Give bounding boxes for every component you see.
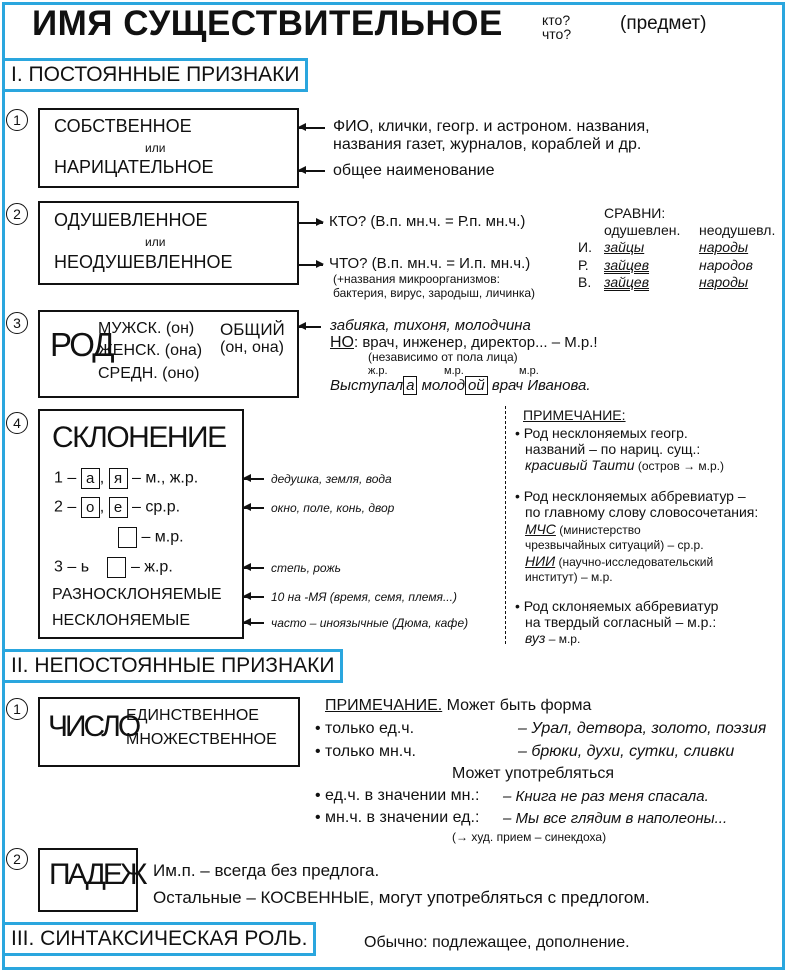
note1-line2: названий – по нариц. сущ.: [525,441,701,457]
only-singular: • только ед.ч. [315,720,415,737]
note1-gloss: (остров → м.р.) [634,459,725,473]
arrow-decl-3 [244,567,264,569]
heteroclitic-examples: 10 на -МЯ (время, семя, племя...) [271,590,457,604]
compare-inanim-nom: народы [699,239,749,255]
general-examples: забияка, тихоня, молодчина [330,317,531,334]
gender-masc: МУЖСК. (он) [98,320,195,337]
declension-1: 1 – а , я – м., ж.р. [54,469,199,487]
singular-as-plural-example: – Книга не раз меня спасала. [503,788,709,805]
agreement-ending1: а [403,376,417,395]
agreement-part3: врач Иванова. [487,377,591,394]
gender-general: ОБЩИЙ [220,320,285,339]
proper-desc-line1: ФИО, клички, геогр. и астроном. названия, [333,118,650,135]
number-note-rest: Может быть форма [442,697,592,714]
compare-title: СРАВНИ: [604,205,666,221]
or-label-2: или [145,235,166,249]
item-number-1: 1 [6,109,28,131]
compare-inanim-gen: народов [699,257,753,273]
note3-line1: • Род склоняемых аббревиатур [515,598,719,614]
decl-1-examples: дедушка, земля, вода [271,472,392,486]
animate-label: ОДУШЕВЛЕННОЕ [54,210,208,230]
number-note-title: ПРИМЕЧАНИЕ. [325,697,443,714]
compare-col-inanimate: неодушевл. [699,222,776,238]
only-singular-examples: – Урал, детвора, золото, поэзия [518,720,767,737]
ending-zero-2 [107,557,126,578]
but-label: НО [330,334,354,351]
common-label: НАРИЦАТЕЛЬНОЕ [54,157,214,177]
gender-fem: ЖЕНСК. (она) [98,342,203,359]
inanimate-label: НЕОДУШЕВЛЕННОЕ [54,252,233,272]
singular-as-plural: • ед.ч. в значении мн.: [315,787,480,804]
case-line2: Остальные – КОСВЕННЫЕ, могут употребляться с предлогом. [153,888,650,907]
declension-2b [118,527,184,548]
declension-3 [54,557,173,578]
note2-expansion2: (научно-исследовательский [555,555,714,569]
arrow-decl-2 [244,507,264,509]
declension-2b-gender: – м.р. [141,528,184,546]
section-heading-variable: II. НЕПОСТОЯННЫЕ ПРИЗНАКИ [2,649,343,683]
indeclinable-examples: часто – иноязычные (Дюма, кафе) [271,616,469,630]
item-number-3: 3 [6,312,28,334]
compare-anim-acc: зайцев [604,274,650,290]
indeclinable-label: НЕСКЛОНЯЕМЫЕ [52,612,190,629]
note-title: ПРИМЕЧАНИЕ: [523,407,626,423]
declension-1-gender: – м., ж.р. [132,469,199,487]
decl-2-examples: окно, поле, конь, двор [271,501,395,515]
declension-1-num: 1 – [54,469,77,487]
common-desc: общее наименование [333,162,495,179]
compare-case-acc: В. [578,274,592,290]
agreement-part1: Выступал [330,377,404,394]
micro-note-line1: (+названия микроорганизмов: [333,272,500,286]
note-divider [505,406,506,644]
declension-2-gender: – ср.р. [132,498,181,516]
gender-mark-m2: м.р. [519,365,539,377]
but-examples-text: : врач, инженер, директор... – М.р.! [354,334,598,351]
case-label: ПАДЕЖ [49,858,145,891]
agreement-part2: молод [417,377,466,394]
compare-case-nom: И. [578,239,592,255]
proper-label: СОБСТВЕННОЕ [54,116,192,136]
note2-line5 [525,553,713,571]
gender-general-pronouns: (он, она) [220,339,284,356]
declension-3-num: 3 – ь [54,558,90,576]
gender-mark-m1: м.р. [444,365,464,377]
gender-neut: СРЕДН. (оно) [98,365,200,382]
compare-col-animate: одушевлен. [604,222,681,238]
or-label: или [145,141,166,155]
ending-zero [118,527,137,548]
decl-3-examples: степь, рожь [271,561,341,575]
note3-gender: – м.р. [545,632,581,646]
page-title: ИМЯ СУЩЕСТВИТЕЛЬНОЕ [32,4,503,43]
synecdoche-note: (→ худ. прием – синекдоха) [452,830,607,844]
declension-2-num: 2 – [54,498,77,516]
note1-adj: красивый [525,457,588,473]
only-plural: • только мн.ч. [315,743,416,760]
item-number-4: 4 [6,412,28,434]
number-plural: МНОЖЕСТВЕННОЕ [126,731,277,748]
declension-2: 2 – о , е – ср.р. [54,498,181,516]
section-heading-syntax: III. СИНТАКСИЧЕСКАЯ РОЛЬ. [2,922,316,956]
what-rule: ЧТО? (В.п. мн.ч. = И.п. мн.ч.) [329,255,531,272]
section-heading-constant: I. ПОСТОЯННЫЕ ПРИЗНАКИ [2,58,308,92]
ending-a: а [81,468,100,489]
note3-abbr: вуз [525,630,546,646]
declension-title: СКЛОНЕНИЕ [52,421,226,454]
ending-e: е [109,497,128,518]
only-plural-examples: – брюки, духи, сутки, сливки [518,743,735,760]
gender-label: РОД [50,326,113,363]
note2-line3 [525,521,641,539]
proper-desc-line2: названия газет, журналов, кораблей и др. [333,136,642,153]
compare-anim-nom: зайцы [604,239,645,255]
syntax-role-text: Обычно: подлежащее, дополнение. [364,934,630,951]
plural-as-singular: • мн.ч. в значении ед.: [315,809,480,826]
note3-line3 [525,630,580,648]
agreement-ending2: ой [465,376,488,395]
title-subject: (предмет) [620,13,707,34]
arrow-decl-1 [244,478,264,480]
compare-inanim-acc: народы [699,274,749,290]
compare-case-gen: Р. [578,257,589,273]
item-number-2: 2 [6,203,28,225]
agreement-example [330,376,591,395]
arrow-general [299,326,321,328]
note2-line1: • Род несклоняемых аббревиатур – [515,488,746,504]
regardless-note: (независимо от пола лица) [368,350,518,364]
note2-line6: институт) – м.р. [525,570,613,584]
note2-expansion1: (министерство [555,523,641,537]
micro-note-line2: бактерия, вирус, зародыш, личинка) [333,286,536,300]
ending-ya: я [109,468,128,489]
item-number-5: 1 [6,698,28,720]
may-be-used: Может употребляться [452,765,614,782]
note2-abbr1: МЧС [525,521,556,537]
note1-line1: • Род несклоняемых геогр. [515,425,688,441]
ending-o: о [81,497,100,518]
item-number-6: 2 [6,848,28,870]
arrow-animate [299,222,323,224]
compare-anim-gen: зайцев [604,257,650,273]
number-label: ЧИСЛО [48,710,139,743]
note3-line2: на твердый согласный – м.р.: [525,614,717,630]
plural-as-singular-example: – Мы все глядим в наполеоны... [503,810,728,827]
heteroclitic-label: РАЗНОСКЛОНЯЕМЫЕ [52,586,222,603]
who-rule: КТО? (В.п. мн.ч. = Р.п. мн.ч.) [329,213,526,230]
number-note [325,697,591,715]
note2-line4: чрезвычайных ситуаций) – ср.р. [525,538,704,552]
arrow-heteroclitic [244,596,264,598]
title-question-what: что? [542,26,572,42]
arrow-inanimate [299,264,323,266]
gender-mark-f: ж.р. [368,365,388,377]
arrow-proper [299,127,325,129]
case-line1: Им.п. – всегда без предлога. [153,861,380,880]
note1-line3 [525,457,724,475]
arrow-common [299,170,325,172]
note1-noun: Таити [587,457,635,473]
declension-3-gender: – ж.р. [130,558,173,576]
note2-abbr2: НИИ [525,553,556,569]
number-singular: ЕДИНСТВЕННОЕ [126,707,259,724]
note2-line2: по главному слову словосочетания: [525,504,759,520]
title-question-who: кто? [542,12,571,28]
arrow-indeclinable [244,622,264,624]
